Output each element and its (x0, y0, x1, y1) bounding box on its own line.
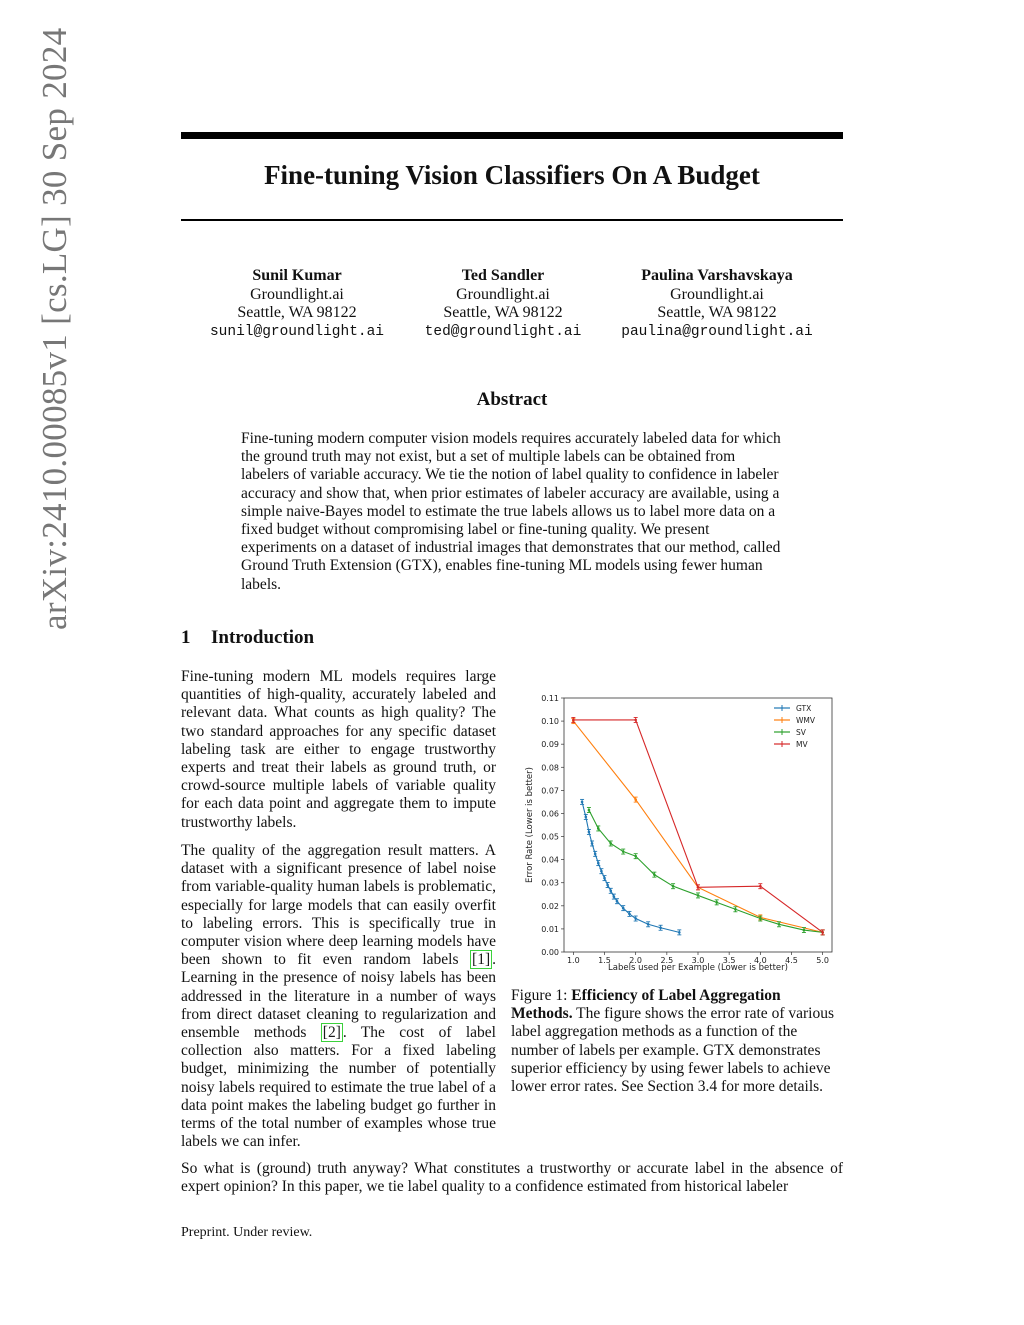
author-org: Groundlight.ai (670, 285, 764, 303)
x-tick-label: 3.5 (722, 956, 736, 965)
y-tick-label: 0.08 (541, 763, 559, 773)
title-bottom-rule (181, 219, 843, 221)
author-org: Groundlight.ai (250, 285, 344, 303)
y-tick-label: 0.06 (541, 809, 559, 819)
x-tick-label: 3.0 (691, 956, 705, 965)
data-point-sv (634, 855, 637, 858)
legend-label-sv: SV (796, 728, 806, 737)
data-point-sv (759, 917, 762, 920)
data-point-mv (697, 886, 700, 889)
paragraph-text: . Learning in the presence of noisy labels has been addressed in the literature in a number of ways from direct dataset cleaning to regularization and ensemble methods (181, 951, 496, 1042)
data-point-sv (672, 885, 675, 888)
author-city: Seattle, WA 98122 (657, 304, 777, 321)
intro-paragraph-2 (181, 842, 496, 1151)
data-point-gtx (585, 816, 588, 819)
y-tick-label: 0.01 (541, 924, 559, 934)
data-point-gtx (581, 801, 584, 804)
x-tick-label: 2.0 (629, 956, 643, 965)
paragraph-text: . The cost of label collection also matters. For a fixed labeling budget, minimizing the number of potentially noisy labels required to estimate the true label of a data point makes the labeling budget go further in terms of the total number of examples whose true labels we can infer. (181, 1024, 496, 1151)
figure-caption (511, 987, 846, 1096)
figure-label: Figure 1: (511, 987, 572, 1004)
data-point-gtx (591, 842, 594, 845)
author-email[interactable]: paulina@groundlight.ai (621, 323, 813, 340)
data-point-sv (653, 873, 656, 876)
series-line-mv (573, 720, 822, 932)
legend (774, 704, 816, 749)
data-point-wmv (634, 798, 637, 801)
author-city: Seattle, WA 98122 (443, 304, 563, 321)
data-point-gtx (603, 877, 606, 880)
data-point-gtx (597, 862, 600, 865)
y-tick-label: 0.11 (541, 694, 559, 703)
data-point-sv (715, 901, 718, 904)
series-line-sv (589, 810, 823, 932)
intro-paragraph-3: So what is (ground) truth anyway? What constitutes a trustworthy or accurate label in the absence of expert opinion? In this paper, we tie label quality to a confidence estimated from historical labeler (181, 1160, 843, 1196)
y-tick-label: 0.07 (541, 786, 559, 796)
data-point-gtx (594, 853, 597, 856)
author-block (403, 267, 603, 341)
y-axis-label: Error Rate (Lower is better) (525, 767, 535, 883)
data-point-sv (778, 923, 781, 926)
error-rate-chart (518, 690, 843, 975)
author-name: Ted Sandler (461, 267, 545, 284)
section-heading (181, 627, 314, 649)
legend-label-mv: MV (796, 740, 808, 749)
plot-frame (564, 698, 832, 952)
data-point-mv (572, 719, 575, 722)
data-point-gtx (588, 831, 591, 834)
data-point-gtx (678, 931, 681, 934)
x-axis-label: Labels used per Example (Lower is better) (608, 963, 788, 973)
data-point-sv (622, 850, 625, 853)
abstract-heading: Abstract (476, 389, 548, 410)
author-block (607, 267, 827, 341)
data-point-sv (697, 894, 700, 897)
author-email[interactable]: ted@groundlight.ai (424, 323, 582, 340)
data-point-gtx (616, 900, 619, 903)
section-title: Introduction (211, 627, 315, 648)
author-name: Paulina Varshavskaya (641, 267, 793, 284)
citation-link[interactable]: [1] (472, 951, 491, 969)
data-point-gtx (609, 890, 612, 893)
author-name: Sunil Kumar (252, 267, 342, 284)
data-point-mv (759, 885, 762, 888)
y-tick-label: 0.09 (541, 740, 559, 750)
data-point-sv (734, 908, 737, 911)
footer-note: Preprint. Under review. (181, 1225, 313, 1240)
data-point-sv (597, 827, 600, 830)
title-top-rule (181, 132, 843, 139)
data-point-mv (634, 719, 637, 722)
author-city: Seattle, WA 98122 (237, 304, 357, 321)
abstract-text: Fine-tuning modern computer vision models requires accurately labeled data for which the ground truth may not exist, but a set of multiple labels can be obtained from labelers of variable accuracy. We tie the notion of label quality to confidence in labeler accuracy and show that, when prior estimates of labeler accuracy are available, using a simple naive-Bayes model to estimate the true labels allows us to label more data on a fixed budget without compromising label or fine-tuning quality. We present experiments on a dataset of industrial images that demonstrates that our method, called Ground Truth Extension (GTX), enables fine-tuning ML models using fewer human labels. (241, 430, 781, 593)
y-tick-label: 0.03 (541, 878, 559, 888)
series-line-wmv (573, 721, 822, 932)
data-point-gtx (634, 917, 637, 920)
author-email[interactable]: sunil@groundlight.ai (209, 323, 385, 340)
data-point-gtx (628, 913, 631, 916)
y-tick-label: 0.02 (541, 901, 559, 911)
data-point-gtx (659, 926, 662, 929)
data-point-gtx (600, 870, 603, 873)
y-tick-label: 0.04 (541, 855, 559, 865)
author-org: Groundlight.ai (456, 285, 550, 303)
x-tick-label: 5.0 (816, 956, 830, 965)
x-tick-label: 1.5 (598, 956, 611, 965)
section-number: 1 (181, 627, 191, 648)
data-point-gtx (622, 907, 625, 910)
y-tick-label: 0.05 (541, 832, 559, 842)
paper-title: Fine-tuning Vision Classifiers On A Budget (264, 160, 760, 190)
x-tick-label: 4.5 (785, 956, 798, 965)
legend-label-gtx: GTX (796, 704, 812, 713)
legend-label-wmv: WMV (796, 716, 816, 725)
data-point-sv (588, 809, 591, 812)
data-point-mv (821, 931, 824, 934)
series-line-gtx (582, 802, 679, 932)
data-point-sv (803, 929, 806, 932)
intro-paragraph-1: Fine-tuning modern ML models requires large quantities of high-quality, accurately labeled and relevant data. What counts as high quality? The two standard approaches for any specific dataset labeling task are either to engage trustworthy experts and treat their labels as ground truth, or crowd-source multiple labels of variable quality for each data point and aggregate them to impute trustworthy labels. (181, 668, 496, 831)
figure-description: The figure shows the error rate of various label aggregation methods as a function of the number of labels per example. GTX demonstrates superior efficiency by using fewer labels to achieve lower error rates. See Section 3.4 for more details. (511, 1005, 834, 1096)
citation-link[interactable]: [2] (322, 1024, 341, 1042)
paragraph-text: The quality of the aggregation result matters. A dataset with a significant presence of label noise from variable-quality human labels is problematic, especially for large models that can easily overfit to labeling errors. This is specifically true in computer vision where deep learning models have been shown to fit even random labels (181, 842, 496, 969)
arxiv-identifier: arXiv:2410.00085v1 [cs.LG] 30 Sep 2024 (35, 27, 74, 630)
x-tick-label: 2.5 (660, 956, 674, 965)
data-point-sv (609, 842, 612, 845)
x-tick-label: 1.0 (566, 956, 580, 965)
y-tick-label: 0.00 (541, 948, 559, 957)
data-point-gtx (647, 923, 650, 926)
author-block (197, 267, 397, 341)
x-tick-label: 4.0 (753, 956, 767, 965)
figure-title: Efficiency of Label Aggregation Methods. (511, 987, 781, 1023)
data-point-gtx (613, 895, 616, 898)
y-tick-label: 0.10 (541, 717, 559, 727)
data-point-gtx (606, 884, 609, 887)
